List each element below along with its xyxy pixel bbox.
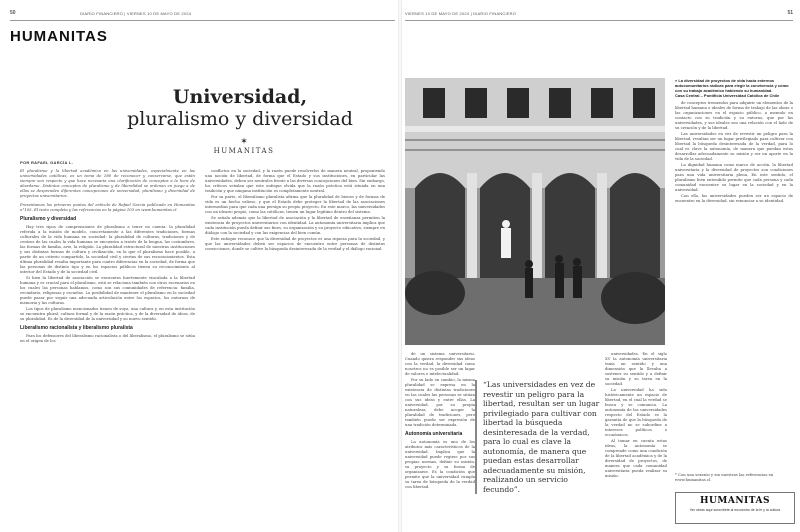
left-column-2 <box>205 168 385 522</box>
humanitas-logo <box>194 138 294 155</box>
paragraph: Este enfoque reconoce que la diversidad de proyectos es una riqueza para la sociedad, y que las universidades deben ser espacios de encuentro entre personas de distintas convicciones, donde se cultive la búsqueda desinteresada de la verdad y el diálogo racional. <box>205 236 385 251</box>
subheading-autonomia: Autonomía universitaria <box>405 431 463 437</box>
article-headline <box>105 86 375 130</box>
campus-photo <box>405 78 665 345</box>
courtyard-photo-illustration <box>405 78 665 345</box>
article-lead-note: Presentamos los primeros puntos del artículo de Rafael García publicado en Humanitas n°105. El texto completo y las referencias en la página 105 en www.humanitas.cl. <box>20 202 195 212</box>
right-page-number: 51 <box>787 10 793 16</box>
references-note: * Con una sexenio y sin nuestras las referencias en www.humanitas.cl. <box>675 472 774 482</box>
right-folio <box>405 8 793 21</box>
subheading-pluralismo: Pluralismo y diversidad <box>20 216 77 222</box>
pull-quote-rule <box>475 380 477 494</box>
caption-text: » La diversidad de proyectos de vida hacia externos autocomunitarios radicas para elegir la convivencia y cómo con su trabajo académico habiendo su humanidad. <box>675 78 789 93</box>
right-column-a <box>405 351 475 522</box>
headline-line-1: Universidad, <box>172 86 308 108</box>
paragraph: Al tomar en cuenta estas ideas, la autonomía se comprende como una condición de la libertad académica y de la diversidad de proyectos, de manera que cada comunidad universitaria pueda realizar su misión. <box>605 438 667 478</box>
article-lead: El pluralismo y la libertad académica en las universidades, especialmente en las universidades católicas, es un tema de 180 de reconocer y conservarse, que están siempre son respecto y que hace necesaria una clarificación de conceptos a la hora de abordarse. Distintos conceptos de pluralismo y de liberalidad se ordenan en juego a de ellas se desprenden diferentes concepciones de universidad, pluralismo y diversidad de proyectos universitarios. <box>20 168 195 198</box>
paragraph: universidades. En el siglo XV la autonomía universitaria tenía un sentido y una dimensión que la llevaba a sostener su sentido y a definir su misión y su tarea en la sociedad. <box>605 351 667 386</box>
paragraph: Por su lado en cambio, la misma pluralidad se expresa en la existencia de distintas tradiciones en las cuales las personas se sitúan con sus ideas y entre ellas. La universidad, por su propia naturaleza, debe acoger la pluralidad de tradiciones, pero también puede ser expresión de una tradición determinada. <box>405 377 475 427</box>
pull-quote <box>483 380 601 494</box>
left-folio <box>10 8 395 21</box>
page-gutter <box>398 0 402 532</box>
paragraph: Los tipos de pluralismo mencionados tienen de suyo, una cultura y, en esta institución se encuentra plural, cultura formal y de la razón práctica, y de la diversidad de ideas, de su pluralidad. Es de la diversidad de la universidad y su nuevo sentido. <box>20 306 195 321</box>
byline: POR RAFAEL GARCÍA L. <box>20 160 74 165</box>
paragraph: La dignidad humana como marco de acción, la libertad universitaria y la diversidad de proyectos son condiciones para una vida universitaria plena. En este sentido, el pluralismo bien entendido permite que cada persona y cada comunidad encuentre su lugar en la sociedad y en la universidad. <box>675 162 793 192</box>
left-publication-line: DIARIO FINANCIERO | VIERNES 10 DE MAYO DE 2024 <box>80 11 192 16</box>
humanitas-ad[interactable] <box>675 492 795 524</box>
left-page-number: 50 <box>10 10 16 16</box>
left-page <box>10 8 395 522</box>
right-page <box>405 8 793 522</box>
paragraph: conflictos en la sociedad, y la razón puede resolverlos de manera neutral, proponiendo una noción de libertad, de forma que el Estado y sus instituciones, en particular las universidades, deben ser neutrales frente a las diversas concepciones del bien. Sin embargo, los críticos señalan que este enfoque olvida que la razón práctica está situada en una tradición y que ninguna institución es completamente neutral. <box>205 168 385 193</box>
ad-text: Ver obras aquí suscríbete al encuentro de la fe y la cultura <box>689 508 781 512</box>
caption-credit: Casa Central – Pontificia Universidad Católica de Chile <box>675 93 780 98</box>
left-column-1 <box>20 168 195 522</box>
headline-line-2: pluralismo y diversidad <box>127 108 353 130</box>
paragraph: de un sistema universitario. Cuando quiera responder sus ideas con la verdad, la diversidad como nosotros no es posible ser un lugar de valores e intelectualidad. <box>405 351 475 376</box>
subheading-liberalismo: Liberalismo racionalista y liberalismo pluralista <box>20 325 133 331</box>
section-title: HUMANITAS <box>10 28 108 45</box>
paragraph: Con ello, las universidades pueden ser un espacio de encuentro en la diversidad, sin renunciar a su identidad. <box>675 193 793 203</box>
ad-title: HUMANITAS <box>700 496 770 506</box>
paragraph: Se señala además que la libertad de asociación y la libertad de enseñanza permiten la existencia de proyectos universitarios con identidad. La autonomía universitaria implica que cada institución pueda definir sus fines, su organización y su proyecto educativo, siempre en diálogo con la sociedad y con las exigencias del bien común. <box>205 215 385 235</box>
right-column-c <box>675 100 793 470</box>
right-column-b <box>605 351 667 522</box>
paragraph: de conceptos tremendos para adquirir un elementos de la libertad humana e ideales de forma de trabajo de las obras o las organizaciones en el espacio público, a menudo en contacto con su tradición y su entorno, que por las universidades, y sus ideales son una relación con el lado de su creación y de la libertad. <box>675 100 793 130</box>
paragraph: Si bien la libertad de asociación se encuentra fuertemente vinculada a la libertad humana y es crucial para el pluralismo, está se relaciona también con otros escenarios en los cuales las personas hablamos, como son sus comunidades de referencia: familia, vecindario, religiosas y escuelas. La posibilidad de mantener el pluralismo en la sociedad puede pasar por seguir una adecuada articulación entre los espacios, los entornos de memoria y las culturas. <box>20 275 195 305</box>
paragraph: La universidad ha sido históricamente un espacio de libertad, en el cual la verdad se busca y se comunica. La autonomía de las universidades respecto del Estado es la garantía de que la búsqueda de la verdad no se subordine a intereses políticos o económicos. <box>605 387 667 437</box>
pull-quote-text: “Las universidades en vez de revestir un peligro para la libertad, resultan ser un lugar privilegiado para cultivar con libertad la búsqueda desinteresada de la verdad, para lo cual es clave la autonomía, de manera que puedan estas desarrollar adecuadamente su misión, realizando un servicio fecundo”. <box>483 380 600 494</box>
logo-text: HUMANITAS <box>213 147 275 155</box>
paragraph: Hay tres tipos de comprensiones de pluralismo a tener en cuenta: la pluralidad referida a la misión de modelo, concretamente a las diferentes tradiciones, formas culturales de la vida humana en sociedad: la pluralidad de culturas, tradiciones y de centros de las cuales la vida humana se encuentra a través de la lengua, las costumbres, las formas de familia, arte, la religión. La pluralidad estructural de nuestras instituciones y sus distintas formas de cultura y civilización, en la que el pluralismo hace posible, a partir de un criterio compartido, la sociedad civil y ciertas de sus reconocimientos. Esta última pluralidad resulta importante para cuatro diferencias en la sociedad, de forma que las personas de distinto tipo y en los espacios públicos tienen su reconocimiento al interior del Estado y de la sociedad civil. <box>20 224 195 274</box>
photo-caption <box>675 78 793 98</box>
star-icon: ✶ <box>240 137 248 147</box>
paragraph: Para los defensores del liberalismo racionalista o del liberalismo, el pluralismo se sitúa en el origen de los <box>20 333 195 343</box>
paragraph: Las universidades en vez de revestir un peligro para la libertad, resultan ser un lugar privilegiado para cultivar con libertad la búsqueda desinteresada de la verdad, para lo cual es clave la autonomía, de manera que puedan estas desarrollar adecuadamente su misión y ser un aporte en la vida de la sociedad. <box>675 131 793 161</box>
paragraph: Por su parte, el liberalismo pluralista afirma que la pluralidad de bienes y de formas de vida es un hecho valioso, y que el Estado debe proteger la libertad de las asociaciones intermedias para que cada una persiga su propio proyecto. En este marco, las universidades con un ideario propio, como las católicas, tienen un lugar legítimo dentro del sistema. <box>205 194 385 214</box>
paragraph: La autonomía es uno de los atributos más característicos de la universidad. Implica que la universidad puede regirse por sus propias normas, definir su misión, su proyecto y su forma de organizarse. Es la condición que permite que la universidad cumpla su tarea de búsqueda de la verdad con libertad. <box>405 439 475 489</box>
right-publication-line: VIERNES 10 DE MAYO DE 2024 | DIARIO FINANCIERO <box>405 11 517 16</box>
